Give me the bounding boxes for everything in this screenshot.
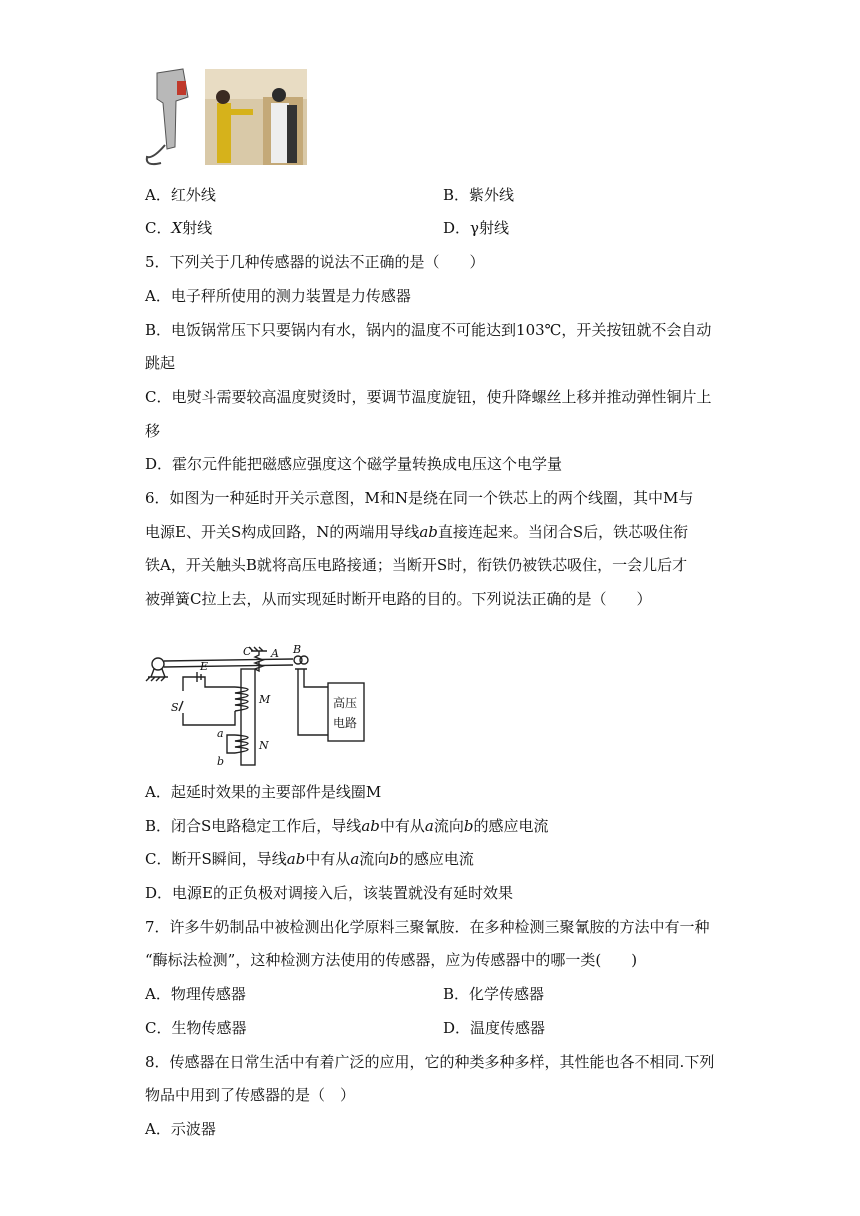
q6-stem-line4: 被弹簧C拉上去，从而实现延时断开电路的目的。下列说法正确的是（ ） [145,590,652,608]
q5-option-c-line2: 移 [145,422,161,440]
q6-stem-line1: 6．如图为一种延时开关示意图，M和N是绕在同一个铁芯上的两个线圈，其中M与 [145,489,694,507]
label-c: C [243,645,252,658]
q5-option-b-line2: 跳起 [145,354,176,372]
q8-option-a: A．示波器 [145,1120,216,1138]
q5-option-b-line1: B．电饭锅常压下只要锅内有水，锅内的温度不可能达到103℃，开关按钮就不会自动 [145,321,712,339]
q4-option-d: D．γ射线 [443,219,509,237]
q7-option-b: B．化学传感器 [443,985,545,1003]
box-label-1: 高压 [333,696,358,710]
q6-option-b: B．闭合S电路稳定工作后，导线ab中有从a流向b的感应电流 [145,817,549,835]
q6-option-a: A．起延时效果的主要部件是线圈M [145,783,382,801]
q6-option-c: C．断开S瞬间，导线ab中有从a流向b的感应电流 [145,850,474,868]
q5-option-a: A．电子秤所使用的测力装置是力传感器 [145,287,411,305]
box-label-2: 电路 [333,716,358,730]
q4-option-a: A．红外线 [145,186,216,204]
q6-stem-line2: 电源E、开关S构成回路，N的两端用导线ab直接连起来。当闭合S后，铁芯吸住衔 [145,523,689,541]
label-s: S [171,701,179,714]
q7-stem-line1: 7．许多牛奶制品中被检测出化学原料三聚氰胺．在多种检测三聚氰胺的方法中有一种 [145,918,710,936]
q5-option-d: D．霍尔元件能把磁感应强度这个磁学量转换成电压这个电学量 [145,455,563,473]
label-a: A [271,647,279,660]
q8-stem-line1: 8．传感器在日常生活中有着广泛的应用，它的种类多种多样，其性能也各不相同.下列 [145,1053,715,1071]
label-m: M [259,693,271,706]
thermometer-photo [143,67,308,172]
q4-option-c: C．X射线 [145,219,213,237]
label-a-lower: a [217,727,224,740]
label-b-lower: b [217,755,225,767]
delay-switch-diagram [143,645,368,767]
label-e: E [200,660,209,673]
q5-option-c-line1: C．电熨斗需要较高温度熨烫时，要调节温度旋钮，使升降螺丝上移并推动弹性铜片上 [145,388,712,406]
q7-option-a: A．物理传感器 [145,985,246,1003]
q7-option-d: D．温度传感器 [443,1019,546,1037]
q6-stem-line3: 铁A，开关触头B就将高压电路接通；当断开S时，衔铁仍被铁芯吸住，一会儿后才 [145,556,688,574]
label-b: B [293,645,302,656]
q5-stem: 5．下列关于几种传感器的说法不正确的是（ ） [145,253,485,271]
label-n: N [259,739,269,752]
q6-option-d: D．电源E的正负极对调接入后，该装置就没有延时效果 [145,884,513,902]
q7-option-c: C．生物传感器 [145,1019,247,1037]
q7-stem-line2: “酶标法检测”，这种检测方法使用的传感器，应为传感器中的哪一类( ) [145,951,638,969]
q8-stem-line2: 物品中用到了传感器的是（ ） [145,1086,356,1104]
q4-option-b: B．紫外线 [443,186,515,204]
